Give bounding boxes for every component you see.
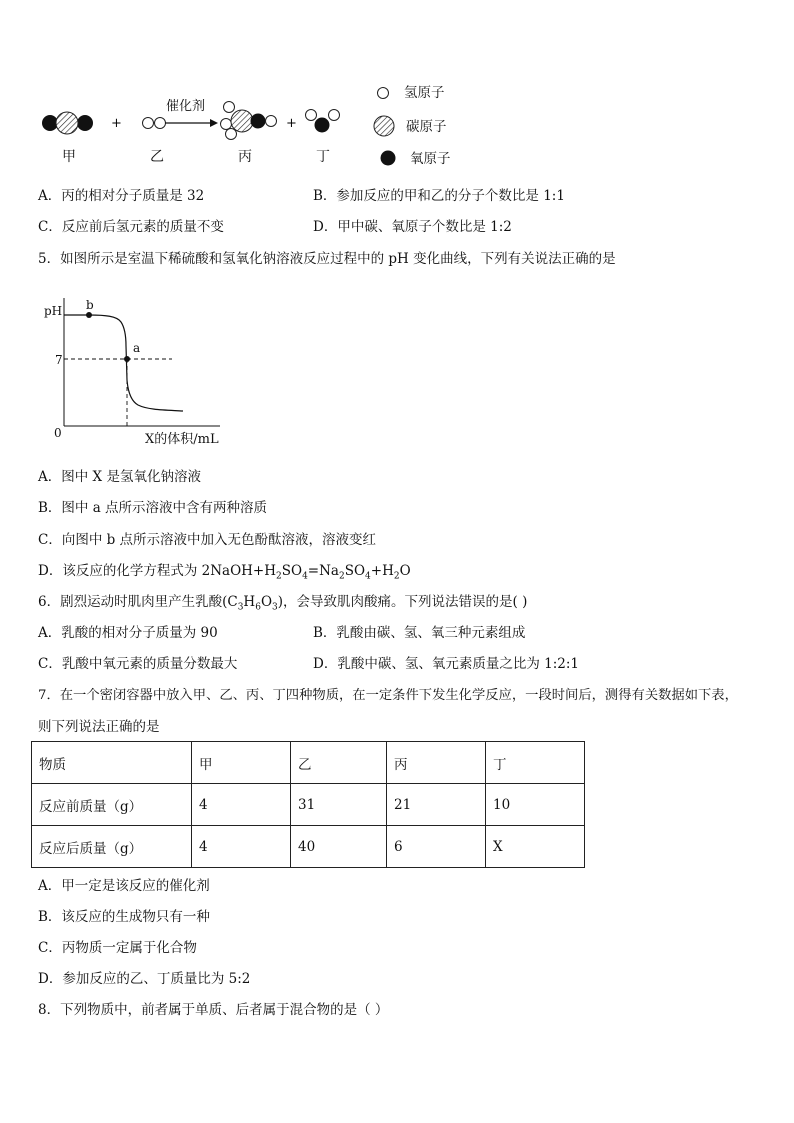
q6-option-d: D．乳酸中碳、氢、氧元素质量之比为 1:2:1: [313, 656, 579, 672]
table-cell: 反应后质量（g）: [32, 826, 192, 868]
q6-option-b: B．乳酸由碳、氢、氧三种元素组成: [313, 625, 526, 641]
q6-option-c: C．乳酸中氧元素的质量分数最大: [38, 656, 238, 672]
table-row: [32, 784, 585, 826]
plus-sign: +: [111, 116, 122, 131]
q7-option-c: C．丙物质一定属于化合物: [38, 940, 197, 956]
point-a-marker: [124, 356, 130, 362]
table-cell: 4: [192, 826, 291, 868]
q6-stem: 6．剧烈运动时肌肉里产生乳酸$(C_3H_6O_3)$，会导致肌肉酸痛。下列说法错误的是( ): [38, 594, 528, 613]
q8-stem: 8．下列物质中，前者属于单质、后者属于混合物的是（ ）: [38, 1002, 389, 1018]
table-cell: 乙: [291, 742, 387, 784]
q5-stem: 5．如图所示是室温下稀硫酸和氢氧化钠溶液反应过程中的 pH 变化曲线，下列有关说法正确的是: [38, 251, 616, 267]
graph-xlabel: X的体积/mL: [145, 432, 219, 447]
molecule-label-ding: 丁: [316, 149, 330, 165]
q4-option-d: D．甲中碳、氧原子个数比是 1:2: [313, 219, 512, 235]
q4-option-c: C．反应前后氢元素的质量不变: [38, 219, 224, 235]
q5-option-a: A．图中 X 是氢氧化钠溶液: [38, 469, 201, 485]
table-cell: 4: [192, 784, 291, 826]
q5-option-b: B．图中 a 点所示溶液中含有两种溶质: [38, 500, 268, 516]
q5-option-c: C．向图中 b 点所示溶液中加入无色酚酞溶液，溶液变红: [38, 532, 377, 548]
q7-option-d: D．参加反应的乙、丁质量比为 5:2: [38, 971, 251, 987]
legend-hydrogen-label: 氢原子: [404, 85, 445, 101]
q7-stem-line2: 则下列说法正确的是: [38, 719, 160, 735]
graph-origin: 0: [54, 426, 62, 440]
graph-ylabel: pH: [44, 304, 63, 318]
plus-sign: +: [286, 116, 297, 131]
legend-carbon-label: 碳原子: [406, 119, 447, 135]
q4-option-a: A．丙的相对分子质量是 32: [38, 188, 205, 204]
table-header-row: [32, 742, 585, 784]
molecule-label-yi: 乙: [150, 149, 164, 165]
table-cell: 40: [291, 826, 387, 868]
q7-data-table: [31, 741, 585, 868]
q7-option-b: B．该反应的生成物只有一种: [38, 909, 210, 925]
ph-curve: [64, 315, 183, 411]
table-cell: 丁: [486, 742, 585, 784]
q4-option-b: B．参加反应的甲和乙的分子个数比是 1:1: [313, 188, 565, 204]
catalyst-label: 催化剂: [166, 99, 206, 114]
q5-option-d: D．该反应的化学方程式为 $2NaOH+H_2SO_4=Na_2SO_4+H_2O$: [38, 563, 411, 582]
table-cell: X: [486, 826, 585, 868]
graph-point-b-label: b: [86, 298, 94, 312]
q6-option-a: A．乳酸的相对分子质量为 90: [38, 625, 218, 641]
table-cell: 21: [387, 784, 486, 826]
table-cell: 6: [387, 826, 486, 868]
q7-stem-line1: 7．在一个密闭容器中放入甲、乙、丙、丁四种物质，在一定条件下发生化学反应，一段时间后，测得有关数据如下表，: [38, 688, 738, 703]
table-cell: 丙: [387, 742, 486, 784]
molecule-label-jia: 甲: [62, 149, 76, 165]
table-cell: 10: [486, 784, 585, 826]
graph-point-a-label: a: [133, 341, 141, 355]
molecule-label-bing: 丙: [238, 149, 252, 165]
table-cell: 甲: [192, 742, 291, 784]
legend-oxygen-label: 氧原子: [410, 151, 451, 167]
table-cell: 物质: [32, 742, 192, 784]
table-cell: 31: [291, 784, 387, 826]
ph-curve-graph: [0, 0, 794, 460]
graph-y-tick-7: 7: [55, 353, 63, 367]
q7-option-a: A．甲一定是该反应的催化剂: [38, 878, 210, 894]
table-row: [32, 826, 585, 868]
table-cell: 反应前质量（g）: [32, 784, 192, 826]
